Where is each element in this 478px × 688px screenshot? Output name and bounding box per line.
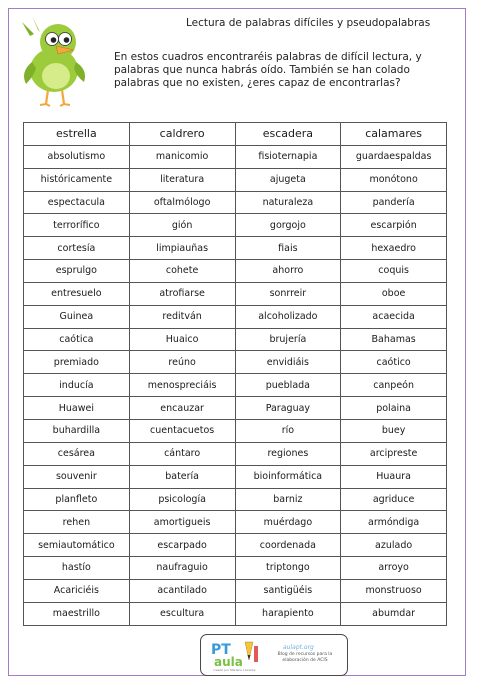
word-cell: reditván	[129, 305, 235, 328]
word-cell: menospreciáis	[129, 374, 235, 397]
table-row	[24, 488, 447, 511]
table-row	[24, 419, 447, 442]
word-cell: escadera	[235, 123, 341, 146]
table-row	[24, 305, 447, 328]
word-cell: guardaespaldas	[341, 145, 447, 168]
word-cell: muérdago	[235, 511, 341, 534]
word-cell: calamares	[341, 123, 447, 146]
word-cell: históricamente	[24, 168, 130, 191]
table-row	[24, 191, 447, 214]
word-cell: reúno	[129, 351, 235, 374]
word-cell: hastío	[24, 557, 130, 580]
word-table-body	[24, 123, 447, 626]
word-cell: abumdar	[341, 602, 447, 625]
word-cell: bioinformática	[235, 465, 341, 488]
table-row	[24, 123, 447, 146]
word-cell: caótica	[24, 328, 130, 351]
word-cell: literatura	[129, 168, 235, 191]
word-cell: acantilado	[129, 579, 235, 602]
table-row	[24, 511, 447, 534]
word-cell: buhardilla	[24, 419, 130, 442]
aulapt-logo-icon	[209, 638, 263, 672]
table-row	[24, 145, 447, 168]
word-table	[23, 122, 447, 626]
word-cell: Huaura	[341, 465, 447, 488]
word-cell: agriduce	[341, 488, 447, 511]
word-cell: gorgojo	[235, 214, 341, 237]
word-cell: terrorífico	[24, 214, 130, 237]
logo-aula-text: aula	[214, 655, 243, 669]
table-row	[24, 442, 447, 465]
word-cell: Guinea	[24, 305, 130, 328]
word-cell: ahorro	[235, 260, 341, 283]
word-cell: psicología	[129, 488, 235, 511]
word-cell: planfleto	[24, 488, 130, 511]
word-cell: sonrreir	[235, 282, 341, 305]
word-cell: ajugeta	[235, 168, 341, 191]
logo-caption-text: creado por Mariano Llorente	[213, 668, 256, 672]
page-title: Lectura de palabras difíciles y pseudopalabras	[186, 17, 431, 29]
word-cell: amortigueis	[129, 511, 235, 534]
word-cell: naufraguio	[129, 557, 235, 580]
word-cell: hexaedro	[341, 237, 447, 260]
table-row	[24, 328, 447, 351]
word-cell: alcoholizado	[235, 305, 341, 328]
word-cell: inducía	[24, 374, 130, 397]
table-row	[24, 579, 447, 602]
word-cell: premiado	[24, 351, 130, 374]
word-cell: esprulgo	[24, 260, 130, 283]
word-cell: absolutismo	[24, 145, 130, 168]
word-cell: estrella	[24, 123, 130, 146]
word-cell: cuentacuetos	[129, 419, 235, 442]
word-cell: manicomio	[129, 145, 235, 168]
table-row	[24, 465, 447, 488]
word-cell: buey	[341, 419, 447, 442]
site-url: aulapt.org	[283, 644, 314, 651]
word-cell: regiones	[235, 442, 341, 465]
word-cell: oboe	[341, 282, 447, 305]
word-cell: barniz	[235, 488, 341, 511]
word-cell: fiais	[235, 237, 341, 260]
word-cell: coquis	[341, 260, 447, 283]
word-cell: limpiauñas	[129, 237, 235, 260]
word-cell: fisioternapia	[235, 145, 341, 168]
green-bird-icon	[12, 14, 102, 109]
table-row	[24, 282, 447, 305]
word-cell: harapiento	[235, 602, 341, 625]
word-cell: naturaleza	[235, 191, 341, 214]
intro-text: En estos cuadros encontraréis palabras de difícil lectura, y palabras que nunca habrás oído. También se han colado palabras que no existen, ¿eres capaz de encontrarlas?	[114, 51, 422, 89]
word-cell: río	[235, 419, 341, 442]
word-cell: entresuelo	[24, 282, 130, 305]
word-cell: oftalmólogo	[129, 191, 235, 214]
word-cell: caldrero	[129, 123, 235, 146]
table-row	[24, 374, 447, 397]
word-cell: rehen	[24, 511, 130, 534]
word-cell: semiautomático	[24, 534, 130, 557]
word-cell: souvenir	[24, 465, 130, 488]
table-row	[24, 237, 447, 260]
table-row	[24, 397, 447, 420]
word-cell: polaina	[341, 397, 447, 420]
word-cell: armóndiga	[341, 511, 447, 534]
word-cell: Huaico	[129, 328, 235, 351]
word-cell: Bahamas	[341, 328, 447, 351]
table-row	[24, 602, 447, 625]
word-cell: cántaro	[129, 442, 235, 465]
footer-badge	[200, 634, 348, 676]
word-cell: cesárea	[24, 442, 130, 465]
table-row	[24, 260, 447, 283]
word-cell: Huawei	[24, 397, 130, 420]
word-cell: espectacula	[24, 191, 130, 214]
word-cell: brujería	[235, 328, 341, 351]
word-cell: gión	[129, 214, 235, 237]
table-row	[24, 214, 447, 237]
table-row	[24, 534, 447, 557]
word-cell: atrofiarse	[129, 282, 235, 305]
word-cell: triptongo	[235, 557, 341, 580]
word-cell: arroyo	[341, 557, 447, 580]
word-cell: maestrillo	[24, 602, 130, 625]
word-cell: santigüéis	[235, 579, 341, 602]
word-cell: cohete	[129, 260, 235, 283]
word-cell: Paraguay	[235, 397, 341, 420]
word-cell: azulado	[341, 534, 447, 557]
word-cell: acaecida	[341, 305, 447, 328]
word-cell: coordenada	[235, 534, 341, 557]
table-row	[24, 557, 447, 580]
word-cell: pueblada	[235, 374, 341, 397]
word-cell: canpeón	[341, 374, 447, 397]
word-cell: arcipreste	[341, 442, 447, 465]
word-cell: envidiáis	[235, 351, 341, 374]
word-cell: Acariciéis	[24, 579, 130, 602]
word-cell: encauzar	[129, 397, 235, 420]
table-row	[24, 351, 447, 374]
word-cell: escultura	[129, 602, 235, 625]
blog-description: Blog de recursos para la elaboración de ACIS	[277, 652, 333, 663]
word-cell: caótico	[341, 351, 447, 374]
word-cell: escarpión	[341, 214, 447, 237]
word-cell: monótono	[341, 168, 447, 191]
table-row	[24, 168, 447, 191]
word-cell: monstruoso	[341, 579, 447, 602]
word-cell: escarpado	[129, 534, 235, 557]
word-cell: cortesía	[24, 237, 130, 260]
logo-pt-text: PT	[211, 642, 231, 658]
word-cell: pandería	[341, 191, 447, 214]
word-cell: batería	[129, 465, 235, 488]
